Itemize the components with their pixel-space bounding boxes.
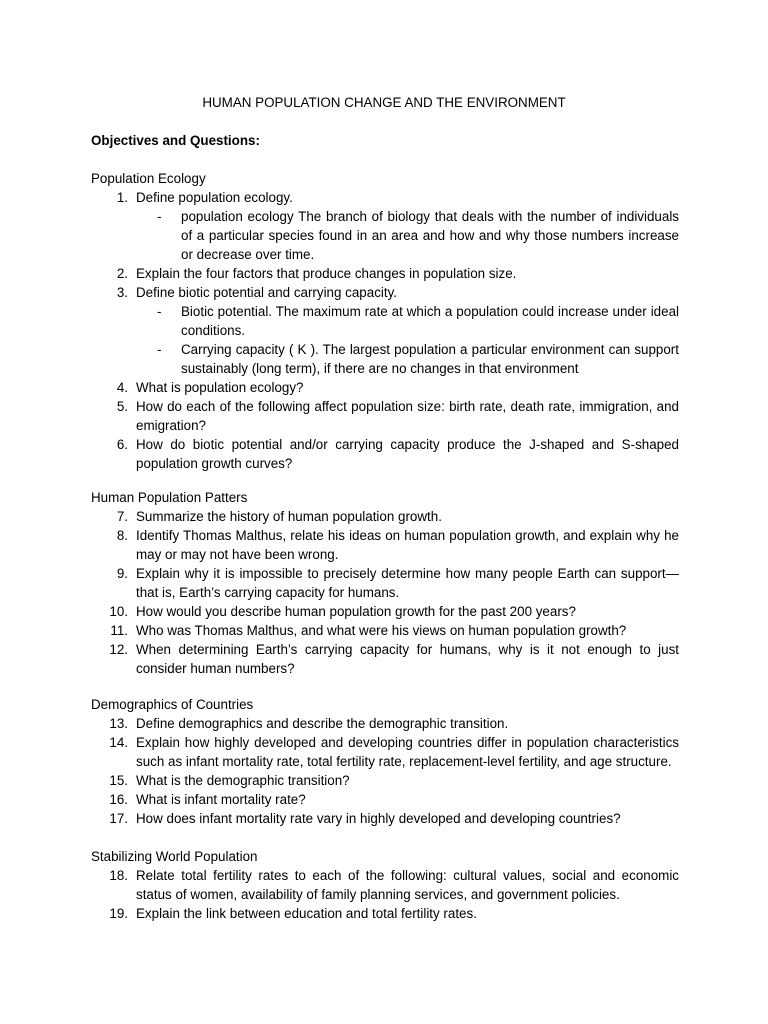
question-item xyxy=(91,640,679,678)
question-item xyxy=(91,507,679,526)
question-number: 15. xyxy=(109,773,128,788)
question-text: Identify Thomas Malthus, relate his ideas on human population growth, and explain why he may or may not have been wrong. xyxy=(136,528,679,562)
section-heading: Stabilizing World Population xyxy=(91,849,258,864)
question-text: What is infant mortality rate? xyxy=(136,792,306,807)
section-stabilizing-world-population xyxy=(91,847,679,923)
question-item xyxy=(91,621,679,640)
question-item xyxy=(91,771,679,790)
question-number: 4. xyxy=(116,380,128,395)
question-number: 6. xyxy=(116,437,128,452)
answer-item xyxy=(91,302,679,340)
objectives-heading: Objectives and Questions: xyxy=(91,133,260,148)
answer-item xyxy=(91,340,679,378)
question-number: 18. xyxy=(109,868,128,883)
section-heading: Population Ecology xyxy=(91,171,206,186)
answer-text: population ecology The branch of biology that deals with the number of individuals of a particular species found in an area and how and why those numbers increase or decrease over time. xyxy=(181,209,679,262)
question-text: How does infant mortality rate vary in highly developed and developing countries? xyxy=(136,811,621,826)
section-human-population-patterns xyxy=(91,488,679,678)
question-item xyxy=(91,283,679,302)
question-number: 19. xyxy=(109,906,128,921)
answer-text: Carrying capacity ( K ). The largest population a particular environment can support sustainably (long term), if there are no changes in that environment xyxy=(181,342,679,376)
question-item xyxy=(91,264,679,283)
question-text: Who was Thomas Malthus, and what were his views on human population growth? xyxy=(136,623,627,638)
question-text: Explain the link between education and total fertility rates. xyxy=(136,906,477,921)
question-number: 1. xyxy=(116,190,128,205)
section-heading: Demographics of Countries xyxy=(91,697,254,712)
question-item xyxy=(91,733,679,771)
question-text: What is population ecology? xyxy=(136,380,304,395)
question-number: 13. xyxy=(109,716,128,731)
question-text: Explain why it is impossible to precisely determine how many people Earth can support—that is, Earth’s carrying capacity for humans. xyxy=(136,566,679,600)
question-number: 12. xyxy=(109,642,128,657)
question-number: 17. xyxy=(109,811,128,826)
question-item xyxy=(91,526,679,564)
question-number: 14. xyxy=(109,735,128,750)
question-item xyxy=(91,602,679,621)
question-text: Summarize the history of human population growth. xyxy=(136,509,442,524)
question-number: 2. xyxy=(116,266,128,281)
question-text: Define biotic potential and carrying capacity. xyxy=(136,285,398,300)
question-number: 11. xyxy=(110,623,128,638)
section-demographics-of-countries xyxy=(91,695,679,828)
question-text: Explain how highly developed and developing countries differ in population characteristics such as infant mortality rate, total fertility rate, replacement-level fertility, and age structure. xyxy=(136,735,679,769)
question-number: 3. xyxy=(116,285,128,300)
question-item xyxy=(91,790,679,809)
question-item xyxy=(91,564,679,602)
answer-dash: - xyxy=(157,209,162,224)
question-text: Define demographics and describe the demographic transition. xyxy=(136,716,509,731)
question-text: How would you describe human population growth for the past 200 years? xyxy=(136,604,576,619)
answer-text: Biotic potential. The maximum rate at which a population could increase under ideal conditions. xyxy=(181,304,679,338)
question-text: Relate total fertility rates to each of the following: cultural values, social and economic status of women, availability of family planning services, and government policies. xyxy=(136,868,679,902)
document-title: HUMAN POPULATION CHANGE AND THE ENVIRONMENT xyxy=(202,95,566,110)
question-number: 16. xyxy=(109,792,128,807)
question-number: 5. xyxy=(116,399,128,414)
question-number: 8. xyxy=(116,528,128,543)
section-population-ecology xyxy=(91,169,679,473)
answer-dash: - xyxy=(157,304,162,319)
section-heading: Human Population Patters xyxy=(91,490,248,505)
question-text: How do biotic potential and/or carrying capacity produce the J-shaped and S-shaped population growth curves? xyxy=(136,437,679,471)
question-text: Define population ecology. xyxy=(136,190,293,205)
question-text: How do each of the following affect population size: birth rate, death rate, immigration, and emigration? xyxy=(136,399,679,433)
question-number: 9. xyxy=(116,566,128,581)
question-item xyxy=(91,378,679,397)
question-item xyxy=(91,904,679,923)
question-text: What is the demographic transition? xyxy=(136,773,350,788)
answer-item xyxy=(91,207,679,264)
answer-dash: - xyxy=(157,342,162,357)
question-text: When determining Earth’s carrying capacity for humans, why is it not enough to just consider human numbers? xyxy=(136,642,679,676)
question-number: 10. xyxy=(109,604,128,619)
question-text: Explain the four factors that produce changes in population size. xyxy=(136,266,517,281)
question-item xyxy=(91,714,679,733)
question-item xyxy=(91,188,679,207)
question-item xyxy=(91,397,679,435)
question-item xyxy=(91,866,679,904)
question-item xyxy=(91,809,679,828)
question-item xyxy=(91,435,679,473)
question-number: 7. xyxy=(116,509,128,524)
